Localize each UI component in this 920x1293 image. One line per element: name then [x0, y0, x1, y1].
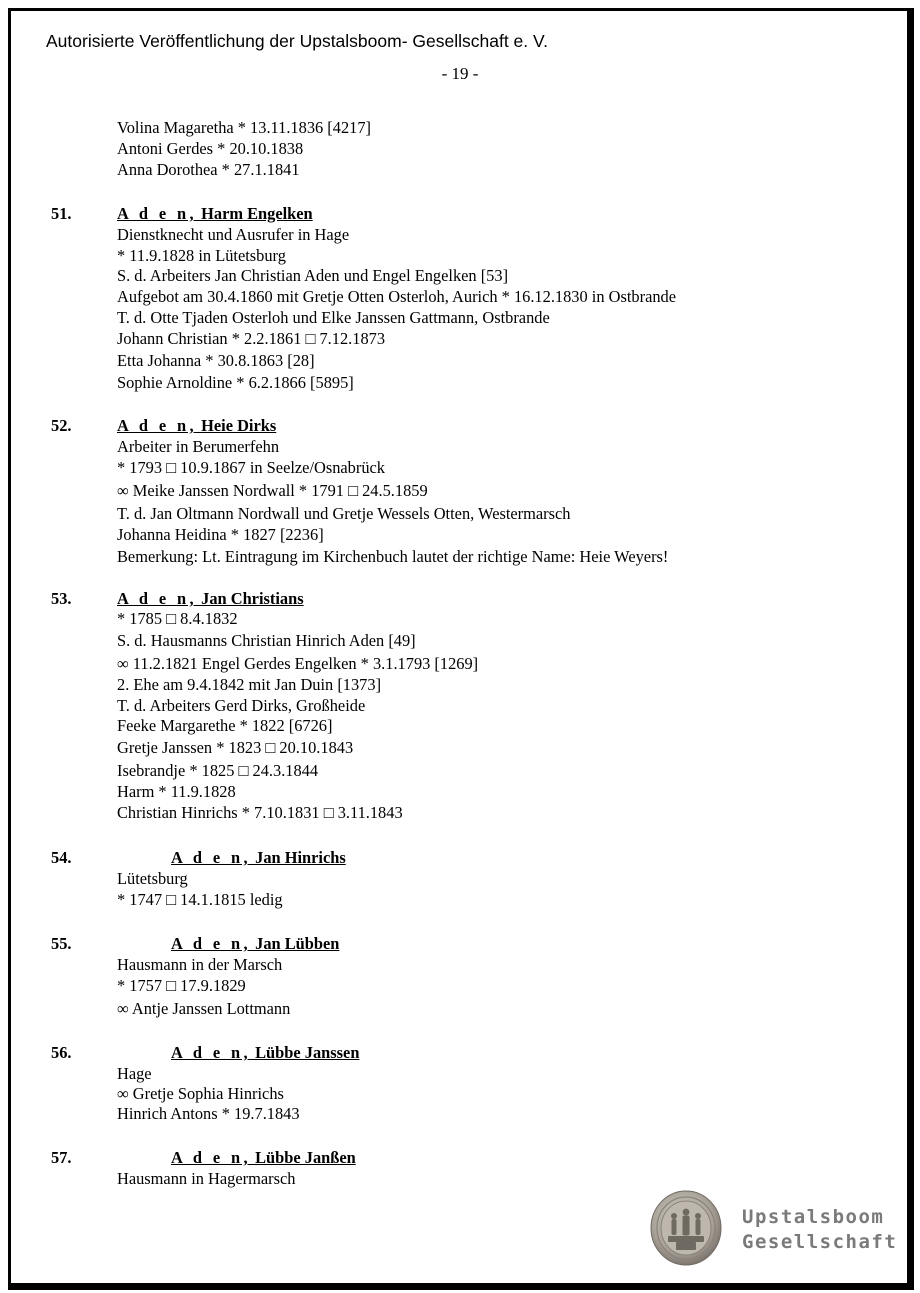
- continuation-line: Anna Dorothea * 27.1.1841: [117, 160, 300, 179]
- entry-number: 56.: [51, 1043, 72, 1062]
- entry-heading: [171, 1148, 356, 1168]
- logo-text-line2: Gesellschaft: [742, 1231, 898, 1253]
- entry-surname: A d e n,: [171, 1148, 252, 1167]
- entry-given-name: Jan Hinrichs: [251, 848, 346, 867]
- entry-line: * 11.9.1828 in Lütetsburg: [117, 246, 286, 265]
- entry-given-name: Lübbe Janssen: [251, 1043, 360, 1062]
- entry-line: Bemerkung: Lt. Eintragung im Kirchenbuch lautet der richtige Name: Heie Weyers!: [117, 547, 669, 566]
- society-logo: [650, 1190, 898, 1266]
- entry-surname: A d e n,: [117, 416, 198, 435]
- entry-number: 52.: [51, 416, 72, 435]
- entry-heading: [117, 416, 276, 436]
- entry-line: Dienstknecht und Ausrufer in Hage: [117, 225, 350, 244]
- entry-line: Lütetsburg: [117, 869, 188, 888]
- entry-number: 51.: [51, 204, 72, 223]
- entry-line: * 1757 □ 17.9.1829: [117, 976, 246, 995]
- entry-line: 2. Ehe am 9.4.1842 mit Jan Duin [1373]: [117, 675, 382, 694]
- entry-number: 57.: [51, 1148, 72, 1167]
- entry-given-name: Heie Dirks: [197, 416, 277, 435]
- entry-surname: A d e n,: [171, 934, 252, 953]
- entry-heading: [171, 1043, 359, 1063]
- page-number: - 19 -: [441, 64, 479, 83]
- continuation-line: Volina Magaretha * 13.11.1836 [4217]: [117, 118, 372, 137]
- entry-line: S. d. Hausmanns Christian Hinrich Aden [49]: [117, 631, 416, 650]
- entry-surname: A d e n,: [171, 848, 252, 867]
- entry-heading: [171, 848, 346, 868]
- entry-surname: A d e n,: [171, 1043, 252, 1062]
- entry-line: Christian Hinrichs * 7.10.1831 □ 3.11.1843: [117, 803, 403, 822]
- entry-line: Aufgebot am 30.4.1860 mit Gretje Otten Osterloh, Aurich * 16.12.1830 in Ostbrande: [117, 287, 677, 306]
- entry-surname: A d e n,: [117, 589, 198, 608]
- entry-line: ∞ Gretje Sophia Hinrichs: [117, 1084, 284, 1103]
- entry-number: 55.: [51, 934, 72, 953]
- entry-given-name: Jan Lübben: [251, 934, 340, 953]
- entry-line: Sophie Arnoldine * 6.2.1866 [5895]: [117, 373, 354, 392]
- entry-line: Hage: [117, 1064, 152, 1083]
- continuation-line: Antoni Gerdes * 20.10.1838: [117, 139, 304, 158]
- logo-text-line1: Upstalsboom: [742, 1206, 885, 1228]
- entry-line: * 1793 □ 10.9.1867 in Seelze/Osnabrück: [117, 458, 386, 477]
- entry-line: * 1785 □ 8.4.1832: [117, 609, 238, 628]
- entry-line: Harm * 11.9.1828: [117, 782, 236, 801]
- entry-line: Isebrandje * 1825 □ 24.3.1844: [117, 761, 319, 780]
- entry-given-name: Lübbe Janßen: [251, 1148, 356, 1167]
- entry-line: Hausmann in der Marsch: [117, 955, 283, 974]
- entry-line: ∞ Antje Janssen Lottmann: [117, 999, 291, 1018]
- entry-number: 54.: [51, 848, 72, 867]
- entry-heading: [117, 204, 313, 224]
- header-title: Autorisierte Veröffentlichung der Upstalsboom- Gesellschaft e. V.: [46, 31, 548, 51]
- entry-heading: [171, 934, 339, 954]
- entry-line: ∞ 11.2.1821 Engel Gerdes Engelken * 3.1.1793 [1269]: [117, 654, 479, 673]
- entry-line: T. d. Arbeiters Gerd Dirks, Großheide: [117, 696, 366, 715]
- entry-line: Arbeiter in Berumerfehn: [117, 437, 280, 456]
- entry-number: 53.: [51, 589, 72, 608]
- entry-line: Feeke Margarethe * 1822 [6726]: [117, 716, 333, 735]
- entry-line: ∞ Meike Janssen Nordwall * 1791 □ 24.5.1859: [117, 481, 428, 500]
- entry-line: * 1747 □ 14.1.1815 ledig: [117, 890, 283, 909]
- entry-line: Hinrich Antons * 19.7.1843: [117, 1104, 300, 1123]
- entry-given-name: Harm Engelken: [197, 204, 313, 223]
- entry-line: Hausmann in Hagermarsch: [117, 1169, 296, 1188]
- entry-line: Johanna Heidina * 1827 [2236]: [117, 525, 324, 544]
- entry-heading: [117, 589, 304, 609]
- entry-line: T. d. Otte Tjaden Osterloh und Elke Janssen Gattmann, Ostbrande: [117, 308, 550, 327]
- entry-given-name: Jan Christians: [197, 589, 304, 608]
- entry-line: Etta Johanna * 30.8.1863 [28]: [117, 351, 315, 370]
- entry-line: Gretje Janssen * 1823 □ 20.10.1843: [117, 738, 354, 757]
- entry-surname: A d e n,: [117, 204, 198, 223]
- entry-line: T. d. Jan Oltmann Nordwall und Gretje Wessels Otten, Westermarsch: [117, 504, 571, 523]
- entry-line: Johann Christian * 2.2.1861 □ 7.12.1873: [117, 329, 386, 348]
- entry-line: S. d. Arbeiters Jan Christian Aden und Engel Engelken [53]: [117, 266, 509, 285]
- seal-icon: [650, 1190, 722, 1266]
